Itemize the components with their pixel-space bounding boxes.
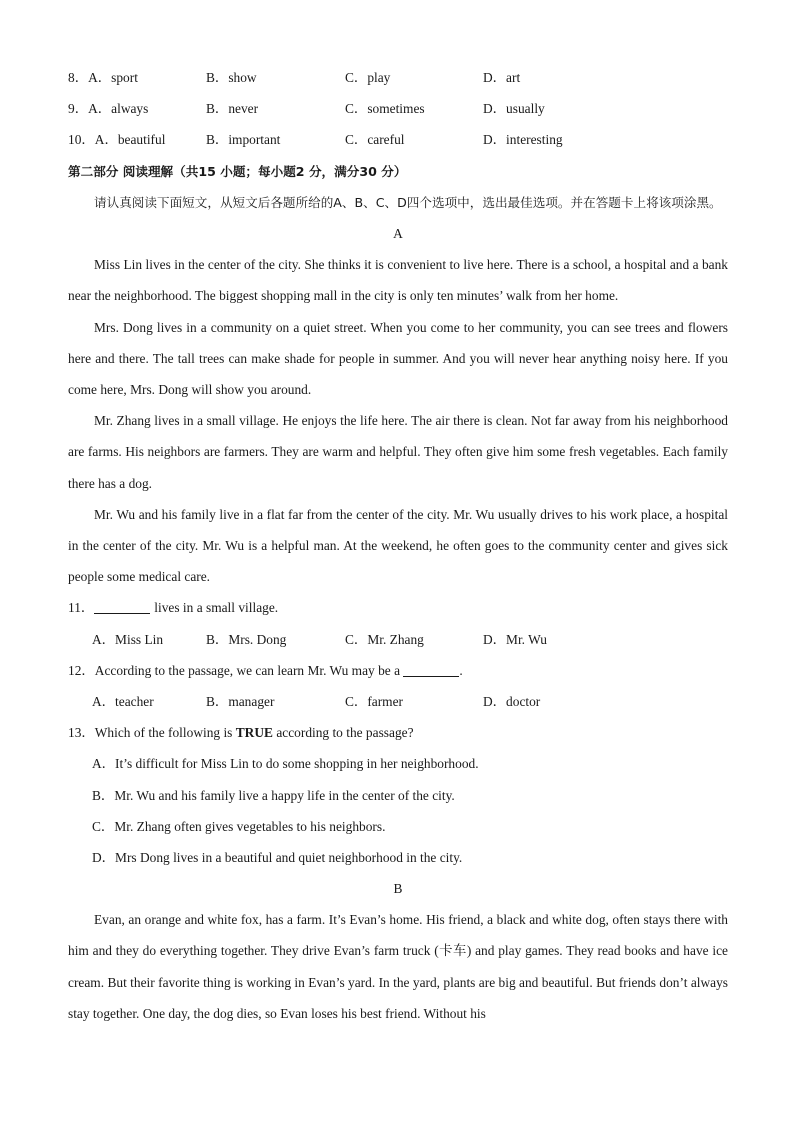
question-12-option-d: D．doctor xyxy=(483,693,541,709)
question-8-option-c: C．play xyxy=(345,70,391,85)
question-12-option-a: A．teacher xyxy=(92,693,154,709)
question-10-option-b: B．important xyxy=(206,132,281,148)
passage-b-label: B xyxy=(393,881,403,897)
question-11-option-a: A．Miss Lin xyxy=(92,631,164,647)
passage-a-paragraph-3: Mr. Zhang lives in a small village. He enjoys the life here. The air there is clean. Not far away from his neighborhood are farms. His neighbors are farmers. They are warm and helpful. They often give him some fresh vegetables. Each family there has a dog. xyxy=(68,413,728,491)
question-10-option-a: 10．A．beautiful xyxy=(68,132,166,148)
question-12-stem: 12．According to the passage, we can learn Mr. Wu may be a . xyxy=(68,662,463,678)
question-13-option-c: C．Mr. Zhang often gives vegetables to his neighbors. xyxy=(92,818,386,834)
answer-blank xyxy=(403,662,459,677)
passage-b-paragraph-1: Evan, an orange and white fox, has a farm. It’s Evan’s home. His friend, a black and white dog, often stays there with him and they do everything together. They drive Evan’s farm truck (卡车) and play games. They read books and have ice cream. But their favorite thing is working in Evan’s yard. In the yard, plants are big and beautiful. But friends don’t always stay together. One day, the dog dies, so Evan loses his best friend. Without his xyxy=(68,912,728,1021)
question-10-option-c: C．careful xyxy=(345,132,405,148)
question-8-option-b: B．show xyxy=(206,70,257,85)
part-2-title: 第二部分 阅读理解（共15 小题；每小题2 分，满分30 分） xyxy=(68,163,407,179)
exam-page xyxy=(68,62,728,1029)
question-9-option-a: 9．A．always xyxy=(68,101,149,117)
question-8-option-a: 8．A．sport xyxy=(68,70,138,85)
question-13-option-b: B．Mr. Wu and his family live a happy life in the center of the city. xyxy=(92,787,455,803)
question-11-option-c: C．Mr. Zhang xyxy=(345,631,424,647)
question-12-option-c: C．farmer xyxy=(345,693,404,709)
question-11-option-d: D．Mr. Wu xyxy=(483,631,547,647)
question-9-option-d: D．usually xyxy=(483,101,545,117)
question-11-stem: 11． lives in a small village. xyxy=(68,600,279,616)
question-10 xyxy=(68,124,728,155)
question-11-option-b: B．Mrs. Dong xyxy=(206,631,287,647)
question-8-option-d: D．art xyxy=(483,70,521,85)
passage-a-paragraph-4: Mr. Wu and his family live in a flat far from the center of the city. Mr. Wu usually drives to his work place, a hospital in the center of the city. Mr. Wu is a helpful man. At the weekend, he often goes to the community center and gives sick people some medical care. xyxy=(68,506,728,585)
question-9-option-b: B．never xyxy=(206,101,259,117)
question-10-option-d: D．interesting xyxy=(483,132,563,148)
emphasis-true: TRUE xyxy=(235,725,273,741)
question-9-option-c: C．sometimes xyxy=(345,101,425,117)
passage-a-paragraph-1: Miss Lin lives in the center of the city. She thinks it is convenient to live here. There is a school, a hospital and a bank near the neighborhood. The biggest shopping mall in the city is only ten minutes’ walk from her home. xyxy=(68,257,728,304)
question-12-options xyxy=(68,686,728,717)
question-13-option-a: A．It’s difficult for Miss Lin to do some shopping in her neighborhood. xyxy=(92,756,479,772)
passage-a-paragraph-2: Mrs. Dong lives in a community on a quiet street. When you come to her community, you can see trees and flowers here and there. The tall trees can make shade for people in summer. And you will never hear anything noisy here. If you come here, Mrs. Dong will show you around. xyxy=(68,319,728,397)
question-11-options xyxy=(68,624,728,655)
passage-a-label: A xyxy=(393,225,403,241)
question-13-option-d: D．Mrs Dong lives in a beautiful and quiet neighborhood in the city. xyxy=(92,849,463,865)
question-13-stem: 13．Which of the following is TRUE according to the passage? xyxy=(68,725,414,741)
question-9 xyxy=(68,93,728,124)
question-12-option-b: B．manager xyxy=(206,693,275,709)
question-8 xyxy=(68,62,728,93)
part-2-instruction: 请认真阅读下面短文，从短文后各题所给的A、B、C、D四个选项中，选出最佳选项。并在答题卡上将该项涂黑。 xyxy=(94,194,722,210)
answer-blank xyxy=(94,599,150,614)
